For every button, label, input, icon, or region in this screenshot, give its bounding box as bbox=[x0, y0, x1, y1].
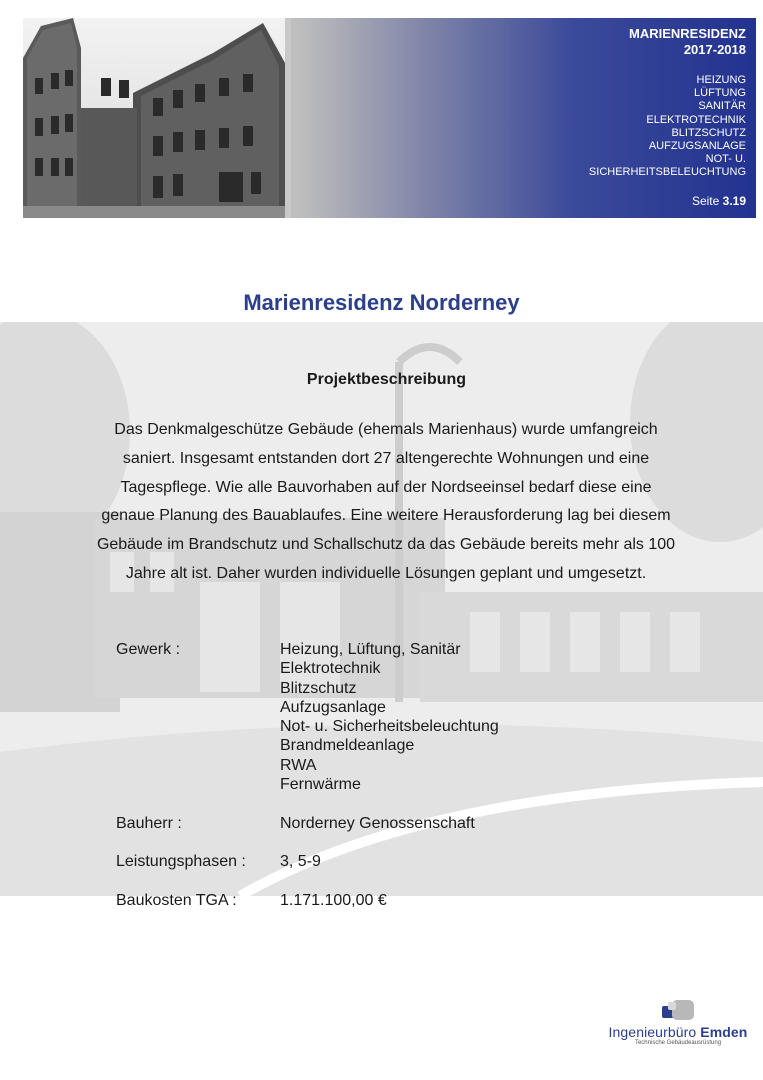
fact-value: Aufzugsanlage bbox=[280, 698, 386, 716]
fact-value: Norderney Genossenschaft bbox=[280, 814, 475, 832]
project-years: 2017-2018 bbox=[683, 42, 746, 57]
header-banner bbox=[23, 18, 756, 218]
trade-item: BLITZSCHUTZ bbox=[671, 126, 746, 139]
fact-value: 1.171.100,00 € bbox=[280, 891, 387, 909]
fact-value: Elektrotechnik bbox=[280, 660, 381, 678]
fact-label: Leistungsphasen : bbox=[116, 853, 246, 871]
fact-row-leistungsphasen bbox=[116, 852, 499, 871]
trade-item: LÜFTUNG bbox=[694, 87, 746, 100]
project-facts bbox=[116, 640, 499, 910]
fact-row-bauherr bbox=[116, 814, 499, 833]
banner-text bbox=[589, 26, 746, 208]
page-title: Marienresidenz Norderney bbox=[243, 290, 520, 315]
fact-row-baukosten bbox=[116, 891, 499, 910]
logo-tagline: Technische Gebäudeausrüstung bbox=[634, 1040, 722, 1046]
fact-label: Bauherr : bbox=[116, 814, 182, 832]
fact-value: RWA bbox=[280, 756, 317, 774]
section-heading: Projektbeschreibung bbox=[306, 371, 467, 388]
fact-value: Blitzschutz bbox=[280, 679, 357, 697]
trade-list bbox=[589, 74, 746, 180]
trade-item: ELEKTROTECHNIK bbox=[646, 113, 746, 126]
fact-value: Brandmeldeanlage bbox=[280, 737, 415, 755]
fact-label: Gewerk : bbox=[116, 641, 181, 658]
trade-item: HEIZUNG bbox=[696, 74, 746, 86]
logo-name-a: Ingenieurbüro bbox=[608, 1024, 697, 1040]
trade-item: AUFZUGSANLAGE bbox=[648, 140, 746, 153]
building-photo bbox=[23, 18, 291, 218]
trade-item: SANITÄR bbox=[698, 100, 746, 113]
company-logo bbox=[608, 998, 748, 1046]
trade-item: SICHERHEITSBELEUCHTUNG bbox=[588, 166, 746, 179]
page-number: 3.19 bbox=[722, 193, 746, 208]
page-label: Seite bbox=[691, 193, 720, 208]
fact-value-list bbox=[280, 640, 499, 794]
fact-value: Not- u. Sicherheitsbeleuchtung bbox=[280, 718, 499, 736]
fact-value: Fernwärme bbox=[280, 776, 361, 794]
project-description: Das Denkmalgeschütze Gebäude (ehemals Marienhaus) wurde umfangreich saniert. Insgesamt entstanden dort 27 altengerechte Wohnungen und eine Tagespflege. Wie alle Bauvorhaben auf der Nordseeinsel bedarf diese eine genaue Planung des Bauablaufes. Eine weitere Herausforderung lag bei diesem Gebäude im Brandschutz und Schallschutz da das Gebäude bereits mehr als 100 Jahre alt ist. Daher wurden individuelle Lösungen geplant und umgesetzt. bbox=[96, 421, 676, 582]
fact-value: 3, 5-9 bbox=[280, 853, 321, 871]
logo-name bbox=[608, 1024, 748, 1040]
project-name: MARIENRESIDENZ bbox=[628, 26, 746, 41]
fact-value: Heizung, Lüftung, Sanitär bbox=[280, 641, 461, 658]
logo-mark-icon bbox=[656, 998, 700, 1022]
page-indicator bbox=[589, 194, 746, 208]
logo-name-b: Emden bbox=[700, 1024, 748, 1040]
trade-item: NOT- U. bbox=[705, 153, 746, 166]
fact-row-gewerk bbox=[116, 640, 499, 794]
fact-label: Baukosten TGA : bbox=[116, 891, 237, 909]
